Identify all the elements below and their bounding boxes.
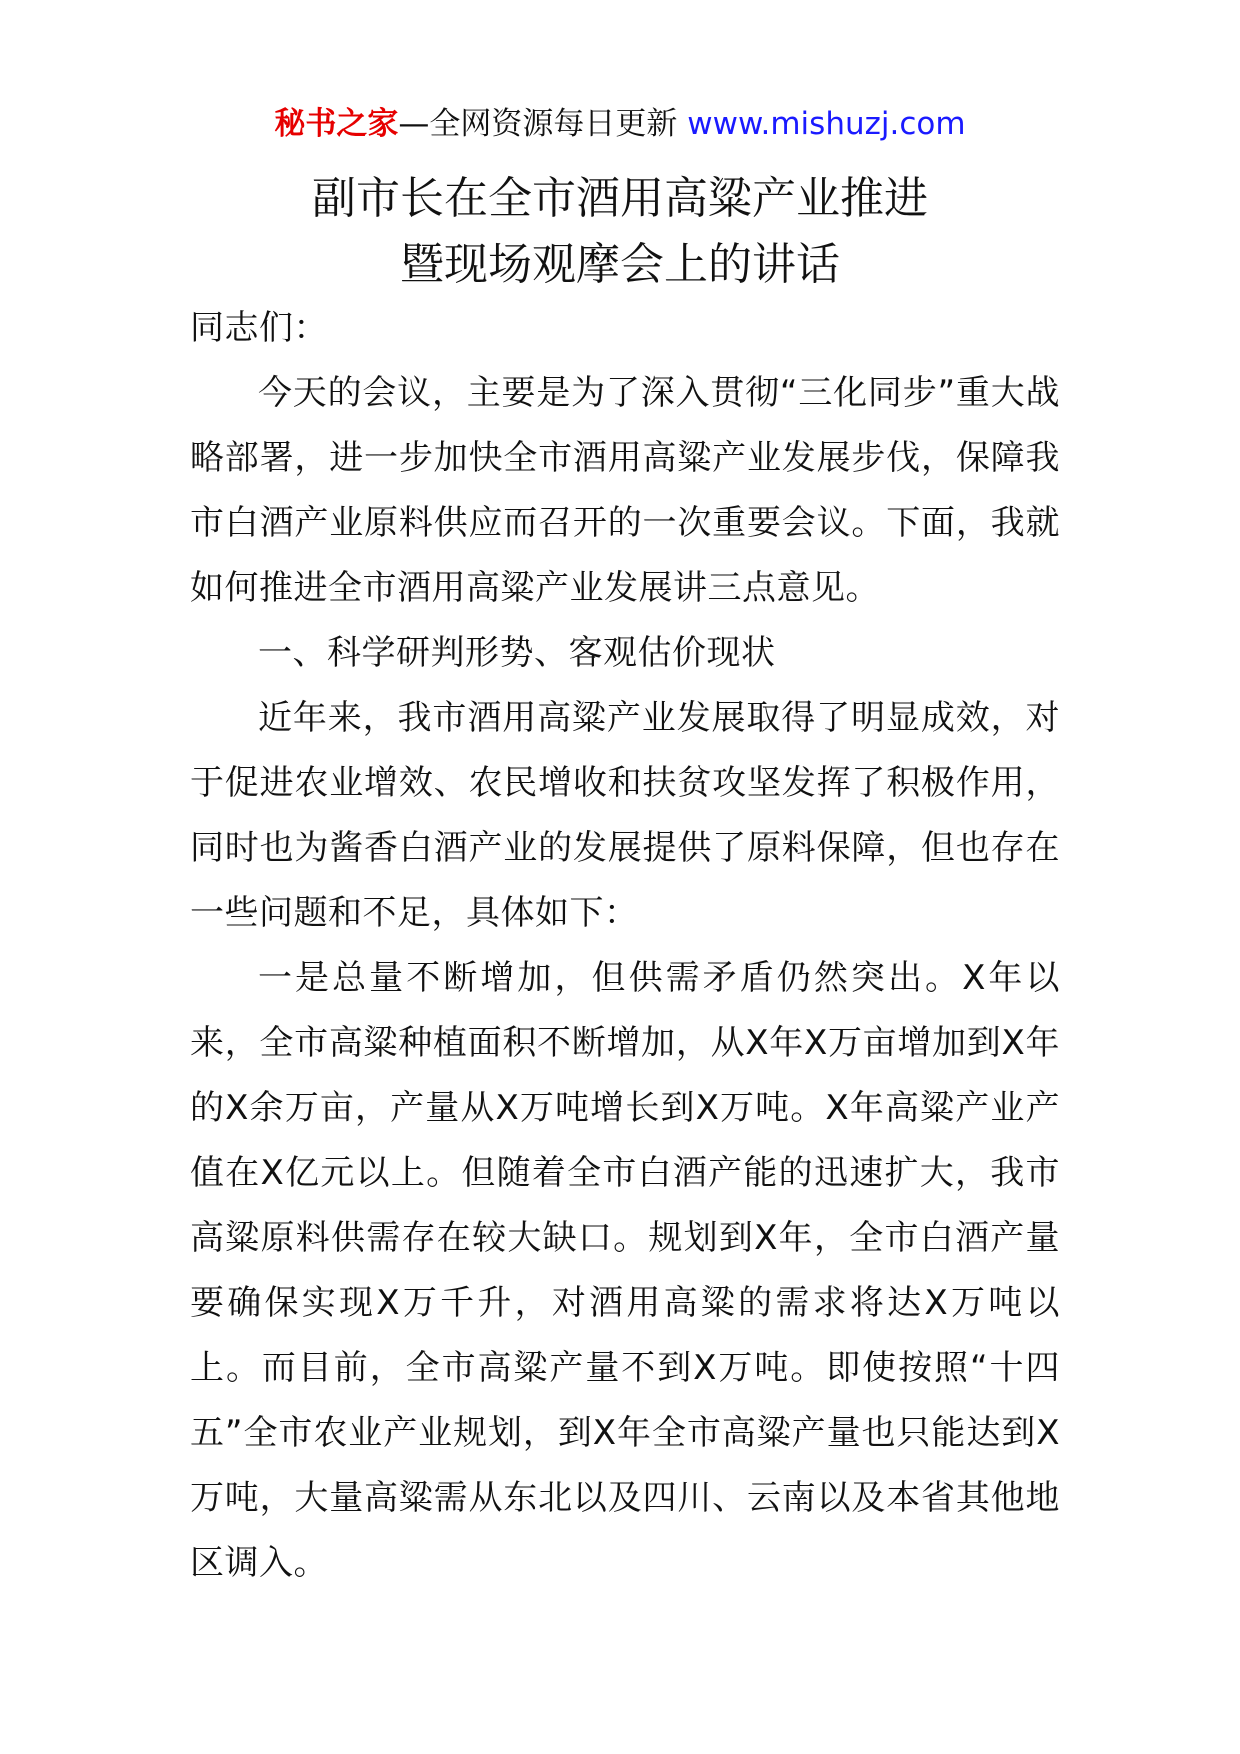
title-line-1: 副市长在全市酒用高粱产业推进 <box>312 173 928 224</box>
site-url-link[interactable]: www.mishuzj.com <box>687 106 966 142</box>
paragraph-overview: 近年来，我市酒用高粱产业发展取得了明显成效，对于促进农业增效、农民增收和扶贫攻坚发挥了积极作用，同时也为酱香白酒产业的发展提供了原料保障，但也存在一些问题和不足，具体如下： <box>190 698 1060 933</box>
site-banner <box>0 102 1240 146</box>
paragraph-point-1: 一是总量不断增加，但供需矛盾仍然突出。X年以来，全市高粱种植面积不断增加，从X年X万亩增加到X年的X余万亩，产量从X万吨增长到X万吨。X年高粱产业产值在X亿元以上。但随着全市白酒产能的迅速扩大，我市高粱原料供需存在较大缺口。规划到X年，全市白酒产量要确保实现X万千升，对酒用高粱的需求将达X万吨以上。而目前，全市高粱产量不到X万吨。即使按照“十四五”全市农业产业规划，到X年全市高粱产量也只能达到X万吨，大量高粱需从东北以及四川、云南以及本省其他地区调入。 <box>190 958 1060 1583</box>
section-heading-1: 一、科学研判形势、客观估价现状 <box>258 633 776 673</box>
paragraph-intro: 今天的会议，主要是为了深入贯彻“三化同步”重大战略部署，进一步加快全市酒用高粱产业发展步伐，保障我市白酒产业原料供应而召开的一次重要会议。下面，我就如何推进全市酒用高粱产业发展讲三点意见。 <box>190 373 1060 608</box>
document-title <box>0 166 1240 298</box>
speech-body <box>190 296 1060 1596</box>
banner-tagline: —全网资源每日更新 <box>398 106 688 142</box>
salutation: 同志们： <box>190 308 328 348</box>
brand-name: 秘书之家 <box>274 106 399 142</box>
title-line-2: 暨现场观摩会上的讲话 <box>400 239 840 290</box>
